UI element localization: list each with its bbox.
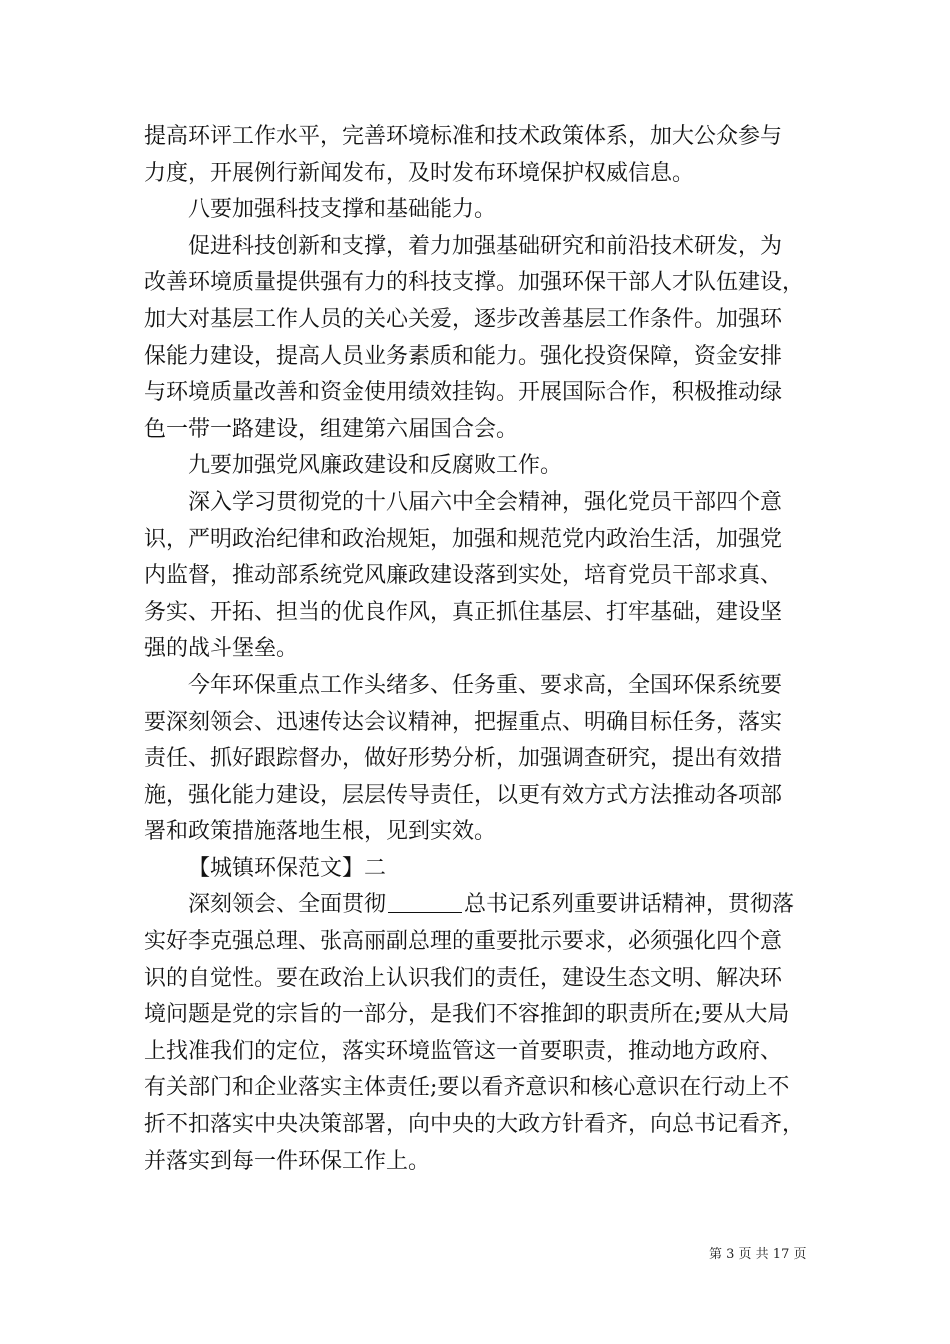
text-line: 促进科技创新和支撑，着力加强基础研究和前沿技术研发，为 bbox=[188, 233, 783, 259]
text-line: 与环境质量改善和资金使用绩效挂钩。开展国际合作，积极推动绿 bbox=[144, 380, 783, 406]
text-line: 识，严明政治纪律和政治规矩，加强和规范党内政治生活，加强党 bbox=[144, 526, 783, 552]
text-line: 九要加强党风廉政建设和反腐败工作。 bbox=[188, 453, 563, 479]
text-line: 提高环评工作水平，完善环境标准和技术政策体系，加大公众参与 bbox=[144, 124, 783, 149]
text-line: 并落实到每一件环保工作上。 bbox=[144, 1148, 431, 1174]
text-line: 今年环保重点工作头绪多、任务重、要求高，全国环保系统要 bbox=[188, 672, 783, 698]
text-line: 有关部门和企业落实主体责任;要以看齐意识和核心意识在行动上不 bbox=[144, 1075, 790, 1101]
text-line: 折不扣落实中央决策部署，向中央的大政方针看齐，向总书记看齐， bbox=[144, 1112, 805, 1138]
text-line: 识的自觉性。要在政治上认识我们的责任，建设生态文明、解决环 bbox=[144, 965, 783, 991]
text-line: 境问题是党的宗旨的一部分，是我们不容推卸的职责所在;要从大局 bbox=[144, 1002, 790, 1028]
fill-in-blank bbox=[388, 890, 462, 913]
text-line: 深入学习贯彻党的十八届六中全会精神，强化党员干部四个意 bbox=[188, 489, 783, 515]
text-line: 施，强化能力建设，层层传导责任，以更有效方式方法推动各项部 bbox=[144, 782, 783, 808]
paragraph-group-top bbox=[144, 119, 814, 887]
text-line: 强的战斗堡垒。 bbox=[144, 636, 299, 662]
text-before-blank: 深刻领会、全面贯彻 bbox=[188, 892, 387, 918]
text-line: 责任、抓好跟踪督办，做好形势分析，加强调查研究，提出有效措 bbox=[144, 746, 783, 772]
text-line: 八要加强科技支撑和基础能力。 bbox=[188, 197, 497, 223]
text-line: 改善环境质量提供强有力的科技支撑。加强环保干部人才队伍建设， bbox=[144, 270, 805, 296]
text-line: 【城镇环保范文】二 bbox=[188, 855, 387, 881]
text-line: 上找准我们的定位，落实环境监管这一首要职责，推动地方政府、 bbox=[144, 1038, 783, 1064]
blank-line bbox=[144, 887, 814, 924]
text-line: 加大对基层工作人员的关心关爱，逐步改善基层工作条件。加强环 bbox=[144, 306, 783, 332]
paragraph-group-bottom bbox=[144, 924, 814, 1180]
text-line: 务实、开拓、担当的优良作风，真正抓住基层、打牢基础，建设坚 bbox=[144, 599, 783, 625]
page-number: 第 3 页 共 17 页 bbox=[709, 1247, 807, 1262]
text-line: 内监督，推动部系统党风廉政建设落到实处，培育党员干部求真、 bbox=[144, 563, 783, 589]
text-line: 色一带一路建设，组建第六届国合会。 bbox=[144, 416, 519, 442]
text-line: 力度，开展例行新闻发布，及时发布环境保护权威信息。 bbox=[144, 160, 695, 186]
text-after-blank: 总书记系列重要讲话精神，贯彻落 bbox=[464, 892, 795, 918]
document-body bbox=[144, 119, 814, 1180]
text-line: 要深刻领会、迅速传达会议精神，把握重点、明确目标任务，落实 bbox=[144, 709, 783, 735]
text-line: 实好李克强总理、张高丽副总理的重要批示要求，必须强化四个意 bbox=[144, 929, 783, 955]
text-line: 署和政策措施落地生根，见到实效。 bbox=[144, 819, 497, 845]
text-line: 保能力建设，提高人员业务素质和能力。强化投资保障，资金安排 bbox=[144, 343, 783, 369]
